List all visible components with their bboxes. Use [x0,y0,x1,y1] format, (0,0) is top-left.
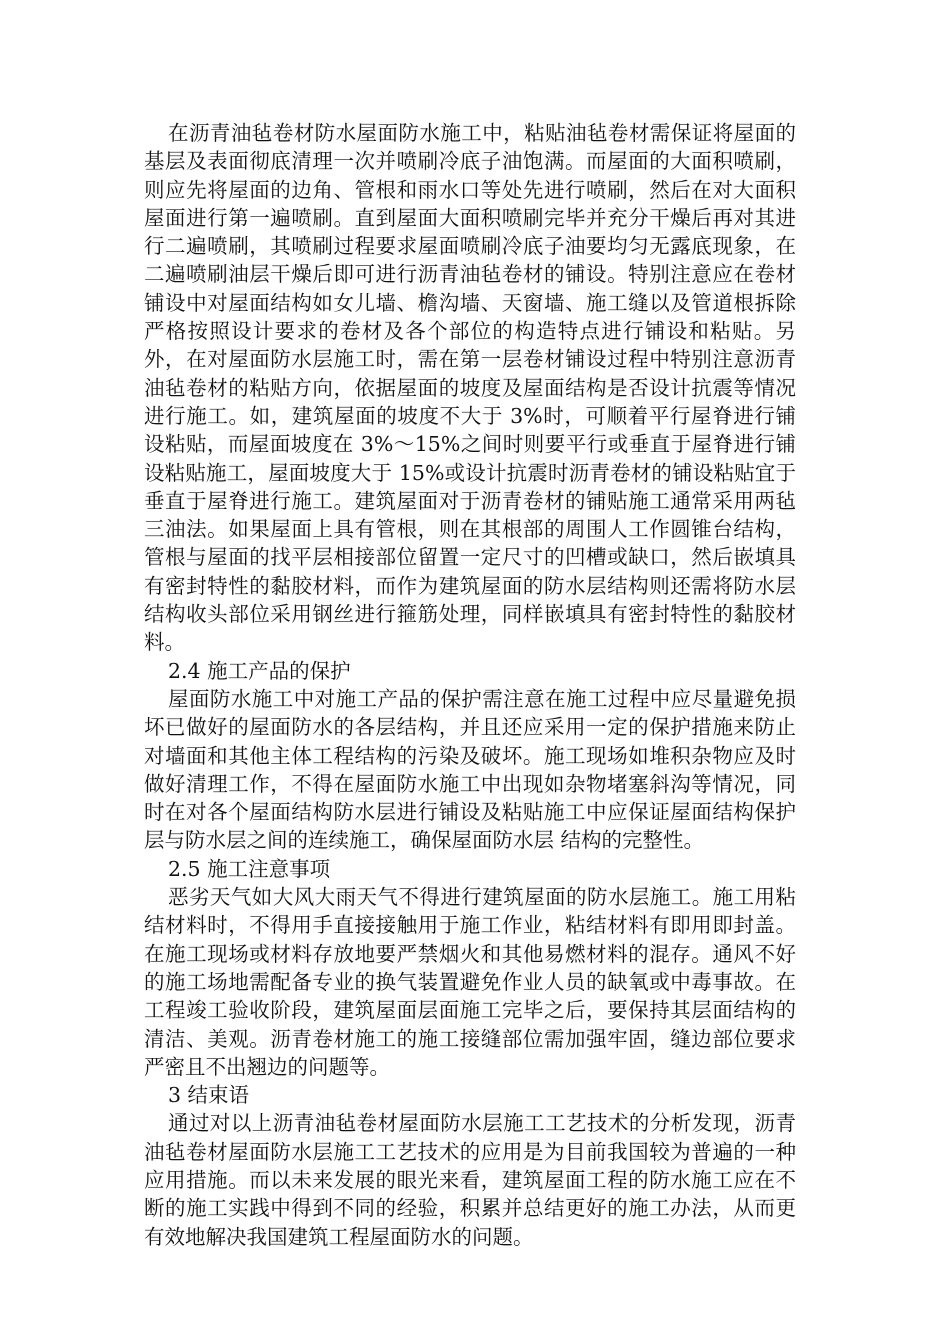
section-heading-2-5: 2.5 施工注意事项 [168,856,331,881]
paragraph-conclusion: 通过对以上沥青油毡卷材屋面防水层施工工艺技术的分析发现，沥青油毡卷材屋面防水层施工工艺技术的应用是为目前我国较为普遍的一种应用措施。而以未来发展的眼光来看，建筑屋面工程的防水施工应在不断的施工实践中得到不同的经验，积累并总结更好的施工办法，从而更有效地解决我国建筑工程屋面防水的问题。 [144,1111,796,1249]
paragraph-product-protection: 屋面防水施工中对施工产品的保护需注意在施工过程中应尽量避免损坏已做好的屋面防水的各层结构，并且还应采用一定的保护措施来防止对墙面和其他主体工程结构的污染及破坏。施工现场如堆积杂物应及时做好清理工作，不得在屋面防水施工中出现如杂物堵塞斜沟等情况，同时在对各个屋面结构防水层进行铺设及粘贴施工中应保证屋面结构保护层与防水层之间的连续施工，确保屋面防水层 结构的完整性。 [144,686,796,853]
section-heading-2-4: 2.4 施工产品的保护 [168,658,351,683]
section-heading-3: 3 结束语 [168,1083,250,1108]
document-body [144,119,796,1251]
paragraph-membrane-laying: 在沥青油毡卷材防水屋面防水施工中，粘贴油毡卷材需保证将屋面的基层及表面彻底清理一次并喷刷冷底子油饱满。而屋面的大面积喷刷，则应先将屋面的边角、管根和雨水口等处先进行喷刷，然后在对大面积屋面进行第一遍喷刷。直到屋面大面积喷刷完毕并充分干燥后再对其进行二遍喷刷，其喷刷过程要求屋面喷刷冷底子油要均匀无露底现象，在二遍喷刷油层干燥后即可进行沥青油毡卷材的铺设。特别注意应在卷材铺设中对屋面结构如女儿墙、檐沟墙、天窗墙、施工缝以及管道根拆除严格按照设计要求的卷材及各个部位的构造特点进行铺设和粘贴。另外，在对屋面防水层施工时，需在第一层卷材铺设过程中特别注意沥青油毡卷材的粘贴方向，依据屋面的坡度及屋面结构是否设计抗震等情况进行施工。如，建筑屋面的坡度不大于 3%时，可顺着平行屋脊进行铺设粘贴，而屋面坡度在 3%～15%之间时则要平行或垂直于屋脊进行铺设粘贴施工，屋面坡度大于 15%或设计抗震时沥青卷材的铺设粘贴宜于垂直于屋脊进行施工。建筑屋面对于沥青卷材的铺贴施工通常采用两毡三油法。如果屋面上具有管根，则在其根部的周围人工作圆锥台结构，管根与屋面的找平层相接部位留置一定尺寸的凹槽或缺口，然后嵌填具有密封特性的黏胶材料，而作为建筑屋面的防水层结构则还需将防水层结构收头部位采用钢丝进行箍筋处理，同样嵌填具有密封特性的黏胶材料。 [144,121,796,655]
paragraph-precautions: 恶劣天气如大风大雨天气不得进行建筑屋面的防水层施工。施工用粘结材料时，不得用手直接接触用于施工作业，粘结材料有即用即封盖。在施工现场或材料存放地要严禁烟火和其他易燃材料的混存。通风不好的施工场地需配备专业的换气装置避免作业人员的缺氧或中毒事故。在工程竣工验收阶段，建筑屋面层面施工完毕之后，要保持其层面结构的清洁、美观。沥青卷材施工的施工接缝部位需加强牢固，缝边部位要求严密且不出翘边的问题等。 [144,885,796,1079]
